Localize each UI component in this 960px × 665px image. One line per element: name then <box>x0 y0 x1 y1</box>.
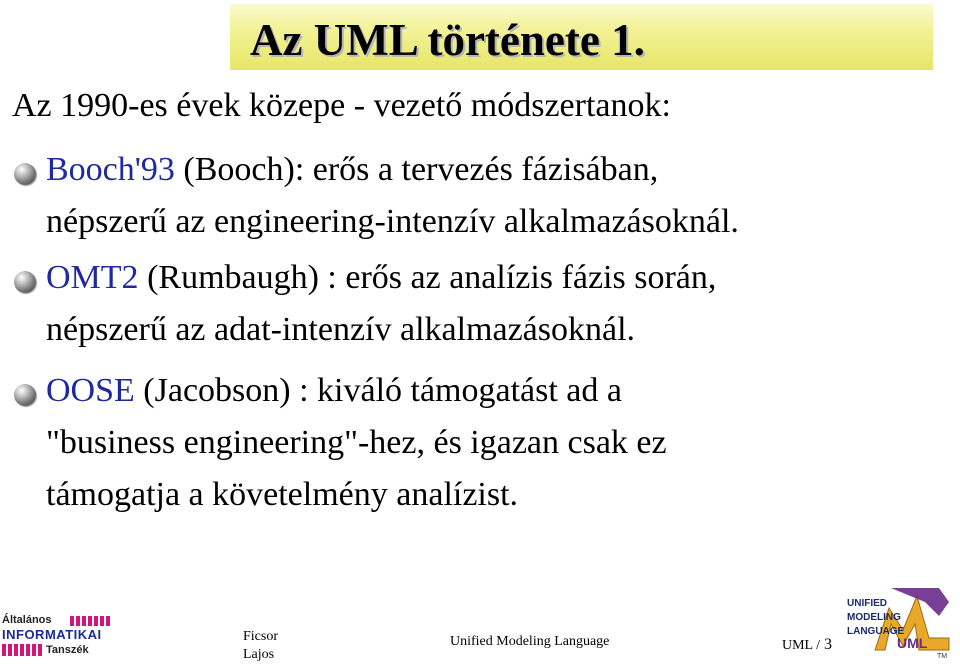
author-last-name: Lajos <box>243 647 275 662</box>
bullet-ball-icon <box>14 163 36 185</box>
intro-text: Az 1990-es évek közepe - vezető módszertanok: <box>12 87 671 124</box>
author-first-name: Ficsor <box>243 629 278 644</box>
page-label: UML / <box>782 638 820 653</box>
bullet-booch-line2: népszerű az engineering-intenzív alkalmazásoknál. <box>46 203 739 240</box>
page-indicator <box>782 636 832 654</box>
bullet-ball-icon <box>14 384 36 406</box>
uml-logo-line2: MODELING <box>847 612 901 623</box>
method-name-booch: Booch'93 <box>46 151 175 188</box>
bullet-oose-line1 <box>46 365 622 417</box>
uml-logo-icon <box>845 580 957 662</box>
bullet-ball-icon <box>14 271 36 293</box>
uml-logo-line1: UNIFIED <box>847 598 887 609</box>
bullet-oose-desc: (Jacobson) : kiváló támogatást ad a <box>134 372 622 409</box>
bullet-omt-line1 <box>46 252 716 304</box>
footer-author <box>243 628 278 664</box>
bullet-oose-line3: támogatja a követelmény analízist. <box>46 476 519 513</box>
method-name-omt: OMT2 <box>46 259 139 296</box>
uml-logo-mark: UML <box>897 635 928 651</box>
logo-stripes <box>70 616 112 626</box>
logo-line3: Tanszék <box>46 644 89 656</box>
logo-stripes <box>2 644 42 656</box>
slide-title: Az UML története 1. <box>250 15 645 65</box>
page-number: 3 <box>823 636 832 653</box>
logo-line2: INFORMATIKAI <box>2 627 102 642</box>
bullet-booch-desc: (Booch): erős a tervezés fázisában, <box>174 151 659 188</box>
footer-center-text: Unified Modeling Language <box>450 634 610 649</box>
bullet-omt-desc: (Rumbaugh) : erős az analízis fázis során, <box>138 259 717 296</box>
bullet-omt-line2: népszerű az adat-intenzív alkalmazásoknál. <box>46 311 636 348</box>
department-logo <box>2 614 114 660</box>
logo-line1: Általános <box>2 614 52 626</box>
bullet-oose-line2: "business engineering"-hez, és igazan csak ez <box>46 424 667 461</box>
uml-logo-tm: TM <box>937 653 948 660</box>
uml-logo-line3: LANGUAGE <box>847 626 905 637</box>
method-name-oose: OOSE <box>46 372 135 409</box>
bullet-booch-line1 <box>46 144 658 196</box>
